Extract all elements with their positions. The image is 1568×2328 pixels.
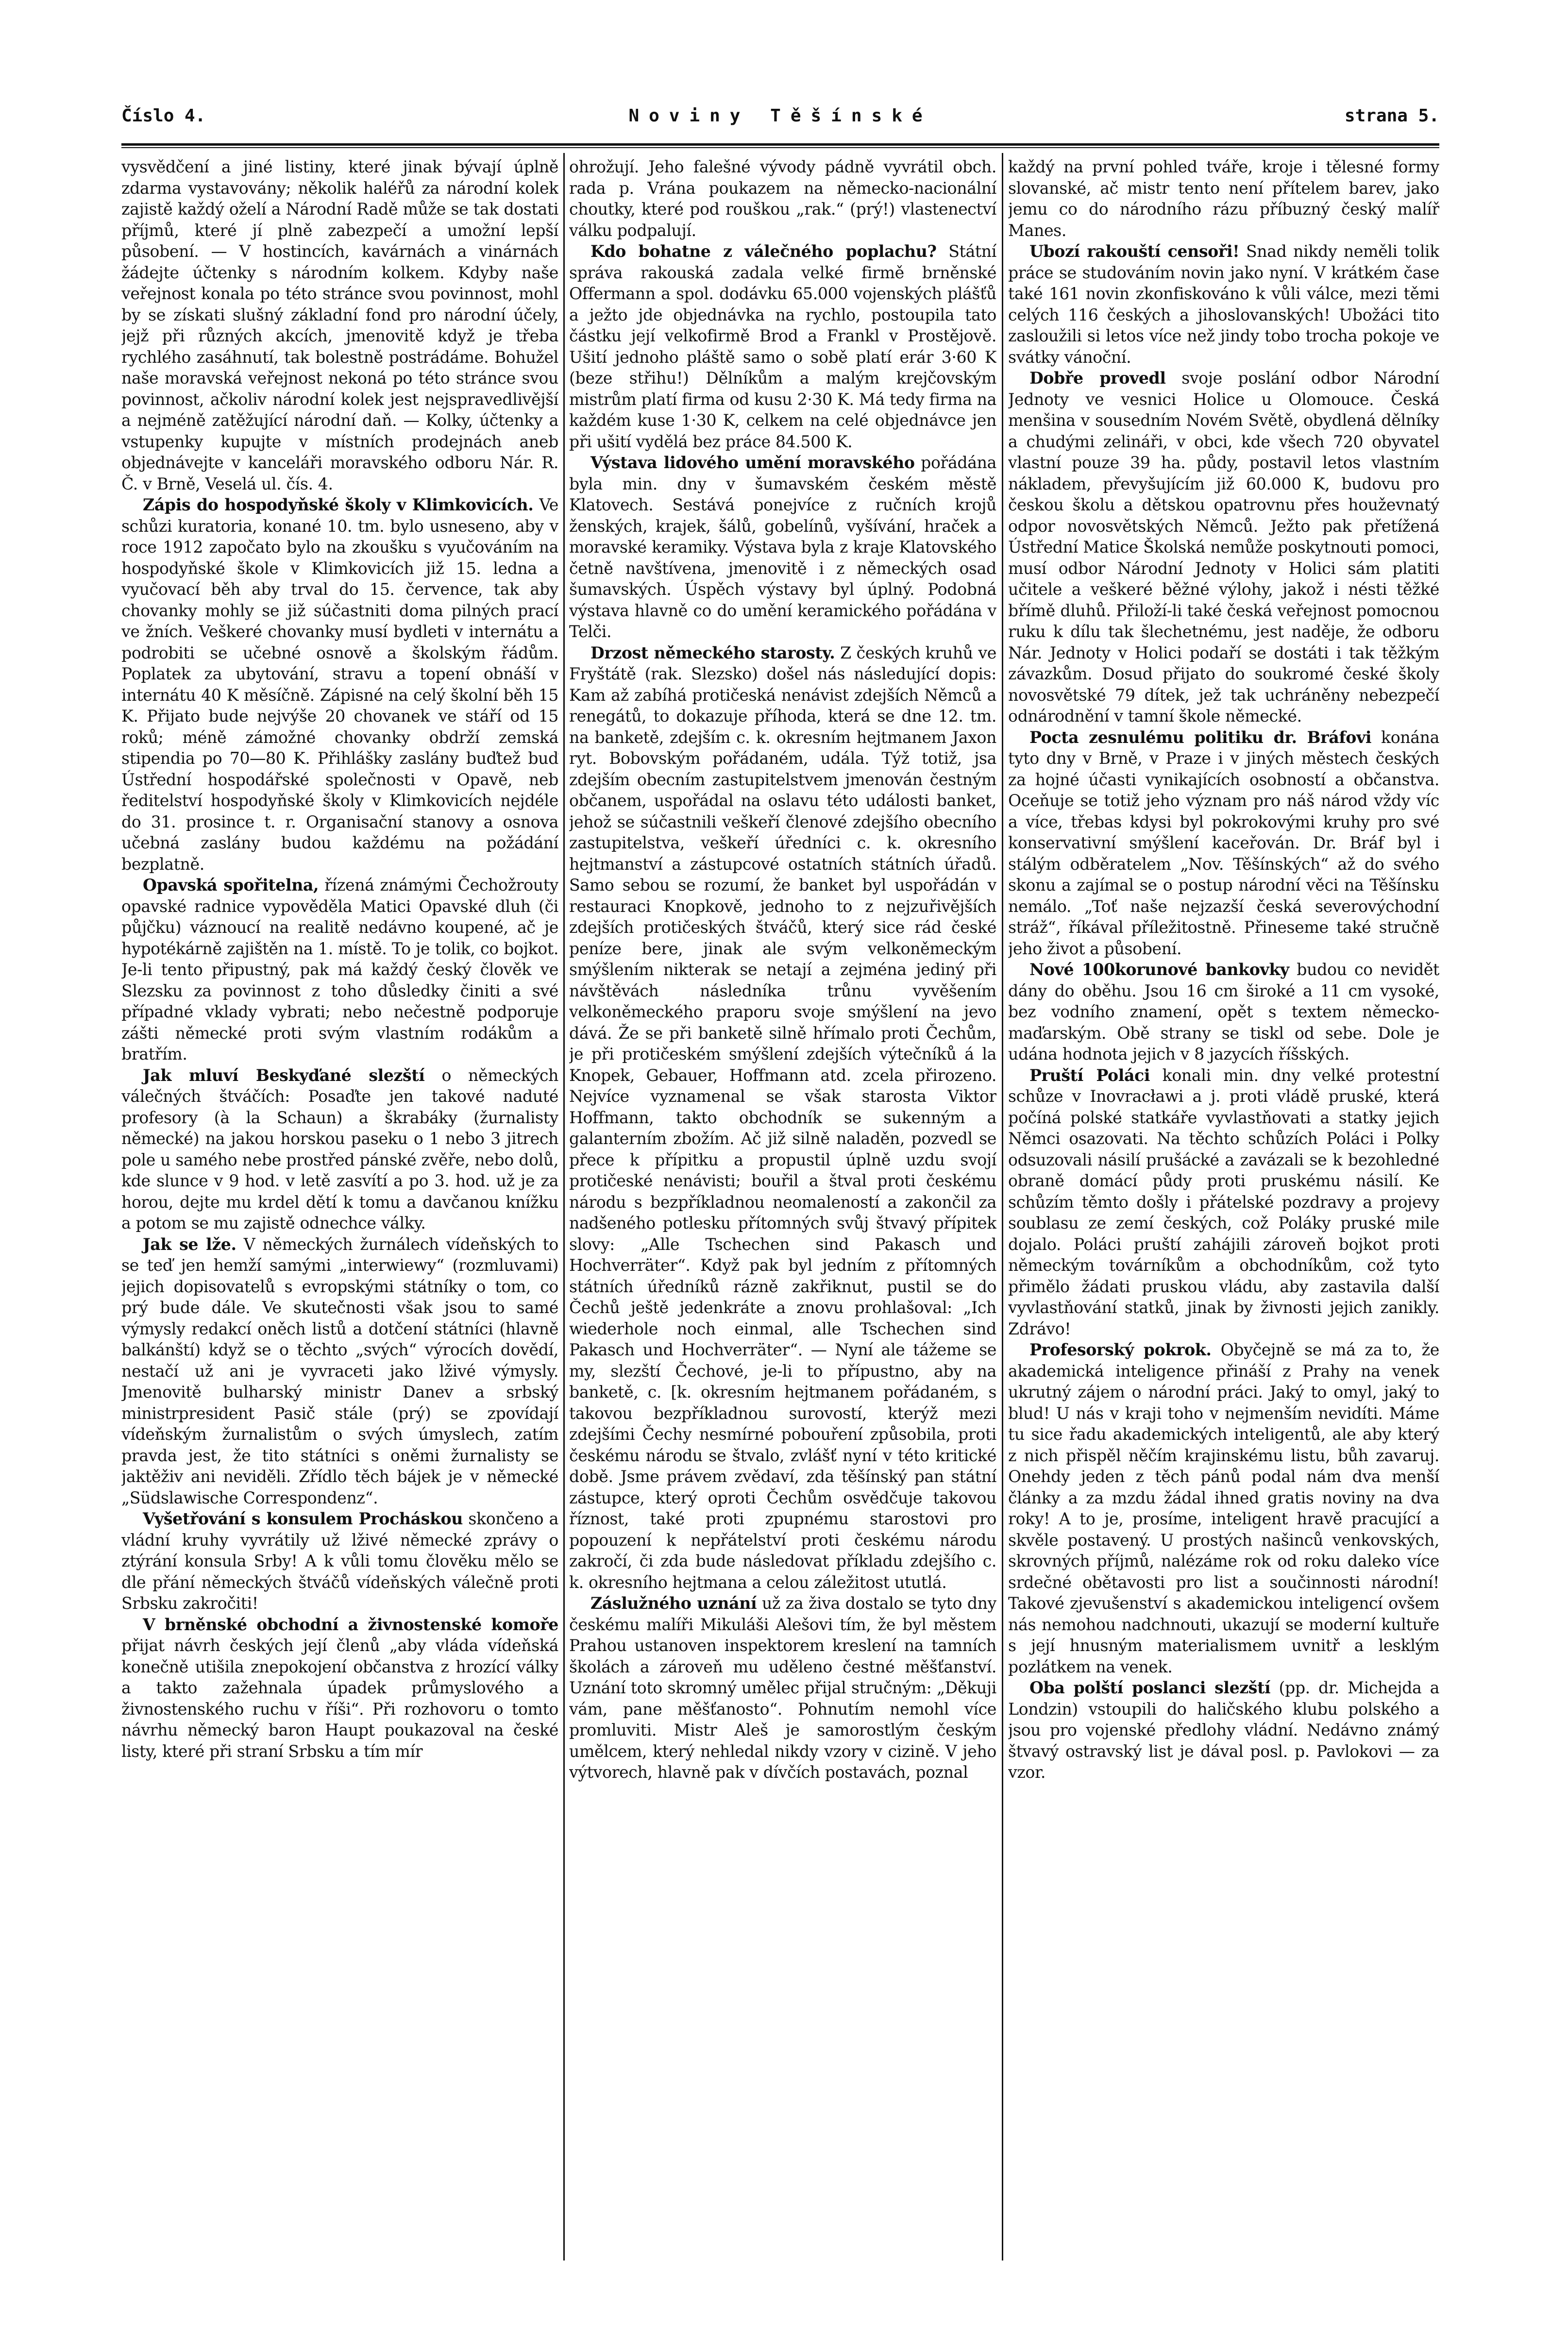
column-3 xyxy=(1008,156,1439,2259)
article-paragraph xyxy=(1008,368,1439,727)
article-text: konána tyto dny v Brně, v Praze i v jiných městech českých za hojné účasti vynikajících osobností a občanstva. Oceňuje se totiž jeho význam pro náš národ vždy víc a více, třebas kdysi byl pokrokovými kruhy pro své konservativní smýšlení kaceřován. Dr. Bráf byl i stálým odběratelem „Nov. Těšínských“ až do svého skonu a zajímal se o postup národní věci na Těšínsku nemálo. „Toť naše nejzazší česká severovýchodní stráž“, říkával příležitostně. Přineseme také stručně jeho život a působení. xyxy=(1008,727,1439,958)
article-paragraph xyxy=(569,642,996,1593)
article-headline: Pruští Poláci xyxy=(1029,1065,1150,1085)
article-paragraph xyxy=(1008,727,1439,960)
article-paragraph xyxy=(569,156,996,241)
article-paragraph xyxy=(121,1234,558,1509)
article-text: Ve schůzi kuratoria, konané 10. tm. bylo usneseno, aby v roce 1912 započato bylo na zkoušku s vyučováním na hospodyňské škole v Klimkovicích již 15. ledna a vyučovací běh aby trval do 15. července, tak aby chovanky mohly se již súčastniti doma pilných prací ve žních. Veškeré chovanky musí bydleti v internátu a podrobiti se učebné osnově a školským řádům. Poplatek za ubytování, stravu a topení obnáší v internátu 40 K měsíčně. Zápisné na celý školní běh 15 K. Přijato bude nejvýše 20 chovanek ve stáří od 15 roků; méně zámožné chovanky obdrží zemská stipendia po 70—80 K. Přihlášky zaslány buďtež buď Ústřední hospodářské společnosti v Opavě, neb ředitelství hospodyňské školy v Klimkovicích nejdéle do 31. prosince t. r. Organisační stanovy a osnova učebná zaslány budou každému na požádání bezplatně. xyxy=(121,495,558,874)
column-2 xyxy=(569,156,996,2259)
article-text: svoje poslání odbor Národní Jednoty ve vesnici Holice u Olomouce. Česká menšina v sousedním Novém Světě, obydlená dělníky a chudými zelináři, v obci, kde všech 720 obyvatel vlastní pouze 39 ha. půdy, postavil letos vlastním nákladem, převyšujícím již 60.000 K, budovu pro českou školu a dětskou opatrovnu přes houževnatý odpor novosvětských Němců. Ježto pak přetížená Ústřední Matice Školská nemůže poskytnouti pomoci, musí odbor Národní Jednoty v Holici sám platiti učitele a veškeré běžné výlohy, jakož i nésti těžké břímě dluhů. Přiloží-li také česká veřejnost pomocnou ruku k dílu tak šlechetnému, jest naděje, že odboru Nár. Jednoty v Holici podaří se dostáti i tak těžkým závazkům. Dosud přijato do soukromé české školy novosvětské 79 dítek, jež tak uchráněny nebezpečí odnárodnění v tamní škole německé. xyxy=(1008,369,1439,725)
article-headline: Ubozí rakouští censoři! xyxy=(1029,242,1240,261)
article-headline: Zápis do hospodyňské školy v Klimkovicích. xyxy=(143,495,534,514)
column-divider xyxy=(563,153,565,2261)
article-paragraph xyxy=(121,1614,558,1762)
article-paragraph xyxy=(569,241,996,452)
article-text: (pp. dr. Michejda a Londzin) vstoupili do haličského klubu polského a jsou pro vojenské předlohy vládní. Nedávno známý štvavý ostravský list je dával posl. p. Pavlokovi — za vzor. xyxy=(1008,1678,1439,1782)
column-1 xyxy=(121,156,558,2259)
page-header xyxy=(121,106,1439,135)
article-text: pořádána byla min. dny v šumavském českém městě Klatovech. Sestává ponejvíce z ručních krojů ženských, krajek, šálů, gobelínů, vyšívání, hraček a moravské keramiky. Výstava byla z kraje Klatovského četně navštívena, jmenovitě i z německých osad šumavských. Úspěch výstavy byl úplný. Podobná výstava hlavně co do umění keramického pořádána v Telči. xyxy=(569,453,996,641)
article-paragraph xyxy=(121,1065,558,1234)
article-headline: Pocta zesnulému politiku dr. Bráfovi xyxy=(1029,727,1372,747)
article-paragraph xyxy=(121,1508,558,1614)
article-headline: Jak mluví Beskyďané slezští xyxy=(143,1065,425,1085)
article-text: Z českých kruhů ve Fryštátě (rak. Slezsko) došel nás následující dopis: Kam až zabíhá protičeská nenávist zdejších Němců a renegátů, to dokazuje příhoda, která se dne 12. tm. na banketě, zdejším c. k. okresním hejtmanem Jaxon ryt. Bobovským pořádaném, udála. Týž totiž, jsa zdejším obecním zastupitelstvem jmenován čestným občanem, uspořádal na oslavu této události banket, jehož se súčastnili veškeří členové zdejšího obecního zastupitelstva, veškeří úředníci c. k. okresního hejtmanství a zástupcové ostatních státních úřadů. Samo sebou se rozumí, že banket byl uspořádán v restauraci Knopkově, jednoho to z nejzuřivějších zdejších protičeských štváčů, který sice rád české peníze bere, jinak ale svým velkoněmeckým smýšlením nikterak se netají a zejména jediný při návštěvách následníka trůnu vyvěšením velkoněmeckého praporu svoje smýšlení na jevo dává. Že se při banketě silně hřímalo proti Čechům, je při protičeském smýšlení zdejších výtečníků á la Knopek, Gebauer, Hoffmann atd. zcela přirozeno. Nejvíce vyznamenal se však starosta Viktor Hoffmann, takto obchodník se sukenným a galanterním zbožím. Ač již silně naladěn, pozvedl se přece k přípitku a propustil úplně uzdu svojí protičeské nenávisti; bouřil a štval proti českému národu s bezpříkladnou neomaleností a zakončil za nadšeného potlesku přítomných svůj štvavý přípitek slovy: „Alle Tschechen sind Pakasch und Hochverräter“. Když pak byl jedním z přítomných státních úředníků rázně zakřiknut, pustil se do Čechů ještě jedenkráte a znovu prohlašoval: „Ich wiederhole noch einmal, alle Tschechen sind Pakasch und Hochverräter“. — Nyní ale tážeme se my, slezští Čechové, je-li to přípustno, aby na banketě, c. [k. okresním hejtmanem pořádaném, s takovou bezpříkladnou surovostí, kterýž mezi zdejšími Čechy nesmírné pobouření způsobila, proti českému národu se štvalo, zvlášť nyní v této kritické době. Jsme právem zvědaví, zda těšínský pan státní zástupce, který oproti Čechům osvědčuje takovou říznost, také proti zpupnému starostovi pro popouzení k nepřátelství proti českému národu zakročí, či zda bude následovat příkladu zdejšího c. k. okresního hejtmana a celou záležitost ututlá. xyxy=(569,643,996,1592)
article-text: budou co nevidět dány do oběhu. Jsou 16 cm široké a 11 cm vysoké, bez vodního znamení, opět s textem německo-maďarským. Obě strany se tiskl od sebe. Dole je udána hodnota jejich v 8 jazycích říšských. xyxy=(1008,960,1439,1063)
article-headline: Vyšetřování s konsulem Procháskou xyxy=(143,1509,463,1528)
article-text: ohrožují. Jeho falešné vývody pádně vyvrátil obch. rada p. Vrána poukazem na německo-nacionální choutky, které pod rouškou „rak.“ (prý!) vlastenectví válku podpalují. xyxy=(569,157,996,240)
article-headline: Kdo bohatne z válečného poplachu? xyxy=(590,242,937,261)
article-paragraph xyxy=(1008,1677,1439,1783)
article-text: už za živa dostalo se tyto dny českému malíři Mikuláši Alešovi tím, že byl městem Prahou ustanoven inspektorem kreslení na tamních školách a zároveň mu uděleno čestné měšťanství. Uznání toto skromný umělec přijal stručným: „Děkuji vám, pane měšťanosto“. Pohnutím nemohl více promluviti. Mistr Aleš je samorostlým českým umělcem, který nehledal nikdy vzory v cizině. V jeho výtvorech, hlavně pak v dívčích postavách, poznal xyxy=(569,1594,996,1782)
article-text: V německých žurnálech vídeňských to se teď jen hemží samými „interwiewy“ (rozmluvami) jejich dopisovatelů s evropskými státníky o tom, co prý bude dále. Ve skutečnosti však jsou to samé výmysly redakcí oněch listů a dotčení státníci (hlavně balkánští) když se o těchto „svých“ výrocích dovědí, nestačí už ani je vyvraceti jako lživé výmysly. Jmenovitě bulharský ministr Danev a srbský ministrpresident Pasič stále (prý) se zpovídají vídeňským žurnalistům o svých úmyslech, zatím pravda jest, že tito státníci s oněmi žurnalisty se jaktěživ ani neviděli. Zřídlo těch bájek je v německé „Südslawische Correspondenz“. xyxy=(121,1234,558,1507)
article-text: vysvědčení a jiné listiny, které jinak bývají úplně zdarma vystavovány; několik haléřů za národní kolek zajistě každý oželí a Národní Radě může se tak dostati příjmů, které jí plně zabezpečí a umožní lepší působení. — V hostincích, kavárnách a vinárnách žádejte účtenky s národním kolkem. Kdyby naše veřejnost konala po této stránce svou povinnost, mohl by se získati slušný základní fond pro národní účely, jejž při různých akcích, jmenovitě když je třeba rychlého zasáhnutí, tak bolestně postrádáme. Bohužel naše moravská veřejnost nekoná po této stránce svou povinnost, ačkoliv národní kolek jest nejspravedlivější a nejméně zatěžující národní daň. — Kolky, účtenky a vstupenky kupujte v místních prodejnách aneb objednávejte v kanceláři moravského odboru Nár. R. Č. v Brně, Veselá ul. čís. 4. xyxy=(121,157,558,493)
article-headline: Drzost německého starosty. xyxy=(590,643,835,662)
article-text: Snad nikdy neměli tolik práce se studováním novin jako nyní. V krátkém čase také 161 novin zkonfiskováno k vůli válce, mezi těmi celých 116 českých a jihoslovanských! Ubožáci tito zasloužili si letos více než jindy tobo trocha pokoje ve svátky vánoční. xyxy=(1008,242,1439,367)
article-headline: Opavská spořitelna, xyxy=(143,876,319,894)
article-text: konali min. dny velké protestní schůze v Inovracławi a j. proti vládě pruské, která počíná polské statkáře vyvlastňovati a statky jejich Němci osazovati. Na těchto schůzích Poláci i Polky odsuzovali násilí prušácké a zavázali se k bezohledné obraně domácí půdy proti pruskému násilí. Ke schůzím těmto došly i přátelské pozdravy a projevy soublasu ze zemí českých, což Poláky pruské mile dojalo. Poláci pruští zahájili zároveň bojkot proti německým továrníkům a obchodníkům, což tyto přimělo žádati pruskou vládu, aby zastavila další vyvlastňování statků, jinak by živnosti jejich zanikly. Zdrávo! xyxy=(1008,1065,1439,1338)
article-paragraph xyxy=(1008,1339,1439,1677)
article-paragraph xyxy=(569,452,996,642)
article-text: přijat návrh českých její členů „aby vláda vídeňská konečně utišila znepokojení občanstva z hrozící války a takto zažehnala úpadek průmyslového a živnostenského ruchu v říši“. Při rozhovoru o tomto návrhu německý baron Haupt poukazoval na české listy, které při straní Srbsku a tím mír xyxy=(121,1636,558,1761)
article-text: o německých válečných štváčích: Posaďte jen takové naduté profesory (à la Schaun) a škrabáky (žurnalisty německé) na jakou horskou paseku o 1 nebo 3 jitrech pole u samého nebe prostřed pánské zvěře, nebo dolů, kde slunce v 9 hod. v letě zasvítí a po 3. hod. už je za horou, dejte mu krdel dětí k tomu a davčanou knížku a potom se mu zajistě odnechce války. xyxy=(121,1065,558,1232)
article-text: každý na první pohled tváře, kroje i tělesné formy slovanské, ač mistr tento není přítelem barev, jako jemu co do národního rázu příbuzný český malíř Manes. xyxy=(1008,157,1439,240)
article-headline: Oba polští poslanci slezští xyxy=(1029,1678,1271,1697)
article-paragraph xyxy=(121,494,558,875)
article-paragraph xyxy=(1008,156,1439,241)
article-headline: Výstava lidového umění moravského xyxy=(590,453,915,472)
header-rule xyxy=(121,143,1439,146)
article-headline: V brněnské obchodní a živnostenské komoře xyxy=(143,1615,558,1634)
newspaper-title: Noviny Těšínské xyxy=(628,106,932,126)
issue-number: Číslo 4. xyxy=(121,106,206,126)
article-headline: Profesorský pokrok. xyxy=(1029,1340,1212,1359)
article-paragraph xyxy=(121,156,558,494)
article-paragraph xyxy=(569,1593,996,1783)
article-headline: Dobře provedl xyxy=(1029,369,1166,388)
article-text: Obyčejně se má za to, že akademická inteligence přináší z Prahy na venek ukrutný zájem o národní práci. Jaký to omyl, jaký to blud! U nás v kraji toho v nejmenším nevidíti. Máme tu sice řadu akademických inteligentů, ale aby který z nich přispěl něčím krajinskému listu, bůh zavaruj. Onehdy jeden z těch pánů podal nám dva menší články a za mzdu žádal ihned gratis noviny na dva roky! A to je, prosíme, inteligent hravě pracující a skvěle postavený. U prostých našinců venkovských, skrovných příjmů, nalézáme rok od roku daleko více srdečné obětavosti pro list a součinnosti národní! Takové zjevušenství s akademickou inteligencí ovšem nás nemohou nadchnouti, ukazují se moderní kultuře s její hnusným materialismem uvnitř a lesklým pozlátkem na venek. xyxy=(1008,1340,1439,1676)
article-text: řízená známými Čechožrouty opavské radnice vypověděla Matici Opavské dluh (či půjčku) váznoucí na realitě nedávno koupené, ač je hypotékárně zajištěn na 1. místě. To je tolik, co bojkot. Je-li tento připustný, pak má každý český člověk ve Slezsku za povinnost z toho důsledky činiti a své případné vklady vybrati; nebo nečestně podporuje zášti německé proti svým vlastním rodákům a bratřím. xyxy=(121,876,558,1063)
article-paragraph xyxy=(121,875,558,1065)
article-paragraph xyxy=(1008,959,1439,1065)
article-text: Státní správa rakouská zadala velké firmě brněnské Offermann a spol. dodávku 65.000 vojenských plášťů a ježto jde objednávka na rychlo, postoupila tato částku její velkofirmě Brod a Frankl v Prostějově. Ušití jednoho pláště samo o sobě platí erár 3·60 K (beze střihu!) Dělníkům a malým krejčovským mistrům platí firma od kusu 2·30 K. Má tedy firma na každém kuse 1·30 K, celkem na celé objednávce jen při ušití vydělá bez práce 84.500 K. xyxy=(569,242,996,451)
article-paragraph xyxy=(1008,241,1439,368)
article-headline: Jak se lže. xyxy=(143,1234,236,1254)
article-paragraph xyxy=(1008,1065,1439,1340)
article-headline: Záslužného uznání xyxy=(590,1594,757,1613)
article-headline: Nové 100korunové bankovky xyxy=(1029,960,1289,979)
column-divider xyxy=(1002,153,1003,2261)
page-number: strana 5. xyxy=(1344,106,1439,126)
article-text: skončeno a vládní kruhy vyvrátily už lživé německé zprávy o ztýrání konsula Srby! A k vůli tomu člověku mělo se dle přání německých štváčů vídeňských válečně proti Srbsku zakročiti! xyxy=(121,1509,558,1613)
header-rule-thin xyxy=(121,147,1439,148)
